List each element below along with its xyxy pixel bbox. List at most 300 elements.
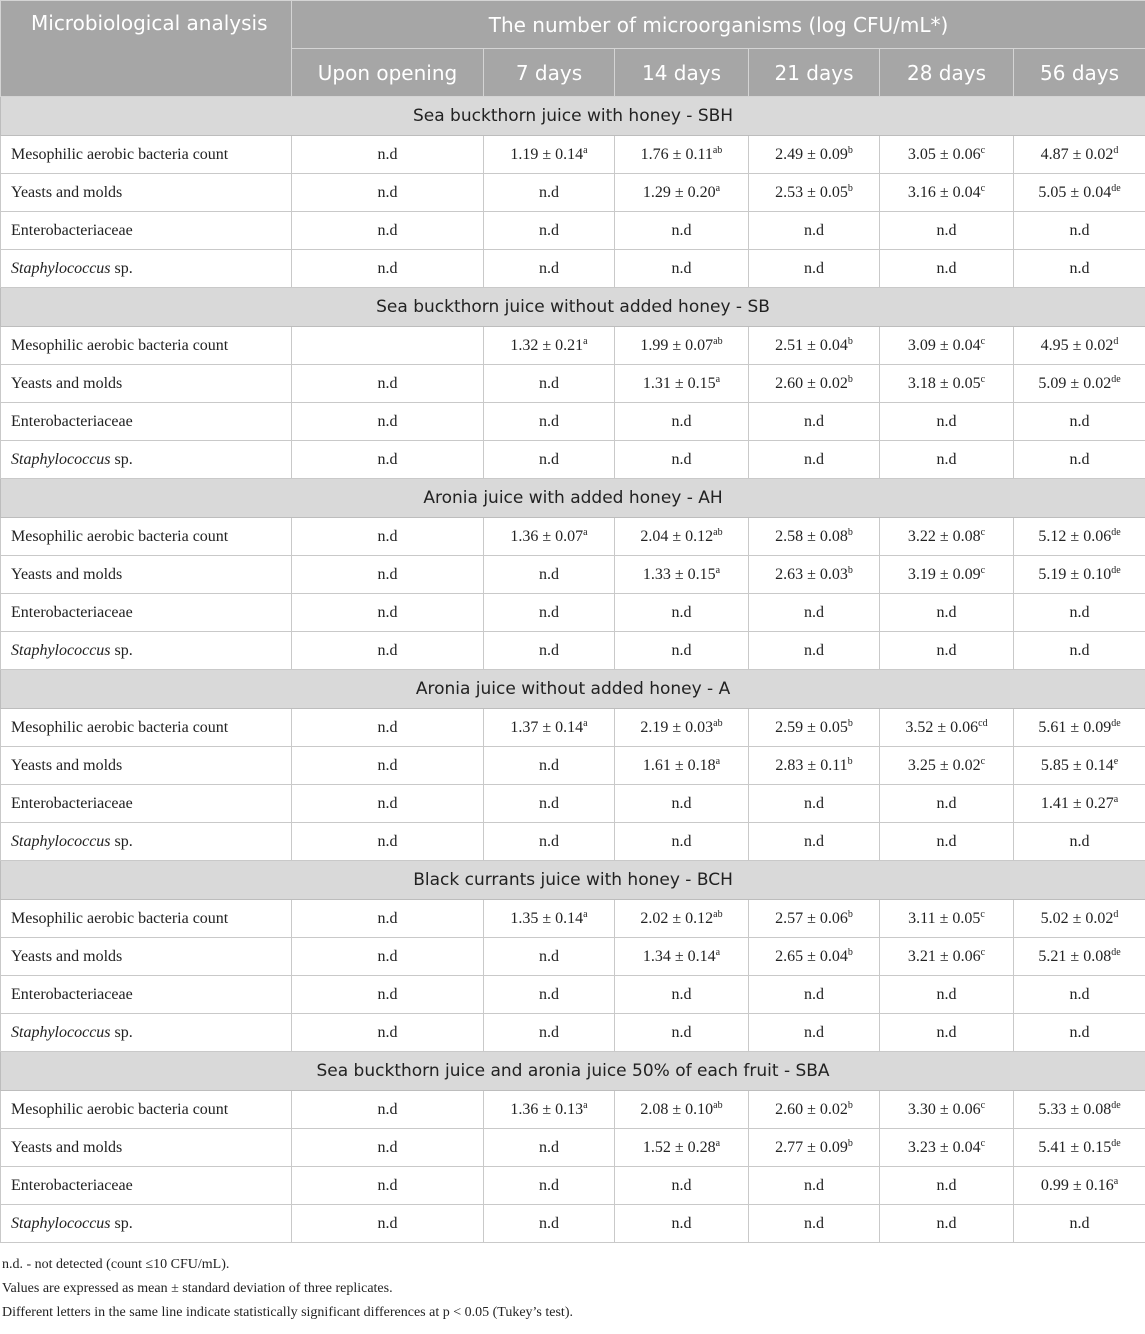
- table-cell: [292, 632, 484, 670]
- table-row: [1, 976, 1145, 1014]
- table-header: [1, 1, 1145, 97]
- table-cell: [880, 1167, 1014, 1205]
- cell-value: 2.83 ± 0.11: [775, 756, 848, 774]
- table-cell: [749, 1129, 880, 1167]
- table-cell: [880, 1014, 1014, 1052]
- significance-letter: d: [1113, 144, 1119, 156]
- cell-value: n.d: [377, 985, 398, 1003]
- cell-value: 1.32 ± 0.21: [510, 336, 584, 354]
- table-cell: [749, 1167, 880, 1205]
- significance-letter: de: [1111, 946, 1121, 958]
- cell-value: n.d: [671, 450, 692, 468]
- table-cell: [749, 403, 880, 441]
- table-cell: [292, 250, 484, 288]
- table-cell: [1014, 747, 1145, 785]
- row-label: [1, 518, 292, 556]
- table-cell: [484, 747, 615, 785]
- significance-letter: ab: [713, 335, 723, 347]
- cell-value: 2.49 ± 0.09: [775, 145, 848, 163]
- row-label-italic: Staphylococcus: [11, 641, 111, 659]
- significance-letter: c: [980, 908, 985, 920]
- row-label-text: sp.: [110, 1023, 133, 1041]
- table-row: [1, 327, 1145, 365]
- row-label-text: Mesophilic aerobic bacteria count: [11, 909, 229, 927]
- significance-letter: b: [847, 908, 853, 920]
- cell-value: n.d: [377, 756, 398, 774]
- cell-value: n.d: [377, 145, 398, 163]
- row-label: [1, 365, 292, 403]
- row-label: [1, 1129, 292, 1167]
- row-label-text: Mesophilic aerobic bacteria count: [11, 1100, 229, 1118]
- cell-value: 5.02 ± 0.02: [1040, 909, 1114, 927]
- row-label-text: Yeasts and molds: [11, 183, 123, 201]
- cell-value: n.d: [539, 641, 559, 659]
- table-cell: [484, 250, 615, 288]
- significance-letter: c: [980, 564, 986, 576]
- cell-value: 2.53 ± 0.05: [775, 183, 848, 201]
- cell-value: n.d: [377, 909, 398, 927]
- table-cell: [615, 1014, 749, 1052]
- cell-value: n.d: [539, 450, 559, 468]
- table-cell: [615, 976, 749, 1014]
- table-cell: [615, 747, 749, 785]
- cell-value: n.d: [936, 603, 957, 621]
- table-row: [1, 403, 1145, 441]
- significance-letter: c: [980, 373, 986, 385]
- row-label: [1, 1014, 292, 1052]
- table-cell: [484, 1205, 615, 1243]
- cell-value: n.d: [804, 641, 824, 659]
- table-cell: [484, 594, 615, 632]
- table-cell: [292, 518, 484, 556]
- row-label: [1, 709, 292, 747]
- cell-value: n.d: [804, 832, 824, 850]
- table-cell: [292, 1205, 484, 1243]
- table-cell: [292, 327, 484, 365]
- cell-value: 2.51 ± 0.04: [775, 336, 848, 354]
- table-cell: [749, 365, 880, 403]
- cell-value: n.d: [936, 221, 957, 239]
- table-cell: [749, 594, 880, 632]
- significance-letter: ab: [713, 1099, 723, 1111]
- cell-value: n.d: [377, 565, 398, 583]
- cell-value: n.d: [539, 565, 559, 583]
- table-cell: [484, 1014, 615, 1052]
- table-cell: [1014, 785, 1145, 823]
- table-cell: [880, 518, 1014, 556]
- row-label-text: Yeasts and molds: [11, 374, 123, 392]
- cell-value: n.d: [539, 1138, 559, 1156]
- table-cell: [292, 556, 484, 594]
- table-cell: [615, 1129, 749, 1167]
- column-header: 56 days: [1014, 49, 1145, 97]
- cell-value: n.d: [377, 374, 398, 392]
- significance-letter: d: [1113, 908, 1119, 920]
- row-label: [1, 250, 292, 288]
- cell-value: 3.52 ± 0.06: [905, 718, 979, 736]
- table-cell: [749, 1091, 880, 1129]
- table-cell: [1014, 212, 1145, 250]
- cell-value: n.d: [377, 718, 398, 736]
- significance-letter: a: [583, 335, 588, 347]
- table-cell: [484, 900, 615, 938]
- significance-letter: a: [583, 526, 588, 538]
- cell-value: 2.63 ± 0.03: [775, 565, 848, 583]
- cell-value: n.d: [377, 1023, 398, 1041]
- row-label-italic: Staphylococcus: [11, 450, 111, 468]
- table-cell: [615, 632, 749, 670]
- row-label: [1, 174, 292, 212]
- group-header: The number of microorganisms (log CFU/mL*): [292, 1, 1145, 49]
- cell-value: n.d: [377, 1214, 398, 1232]
- significance-letter: de: [1111, 182, 1121, 194]
- table-cell: [749, 938, 880, 976]
- significance-letter: b: [847, 144, 853, 156]
- table-cell: [880, 556, 1014, 594]
- cell-value: 1.76 ± 0.11: [640, 145, 713, 163]
- table-cell: [484, 1091, 615, 1129]
- cell-value: 1.36 ± 0.13: [510, 1100, 584, 1118]
- table-cell: [615, 1091, 749, 1129]
- cell-value: n.d: [936, 450, 957, 468]
- row-label-text: Enterobacteriaceae: [11, 1176, 133, 1194]
- table-cell: [484, 403, 615, 441]
- table-row: [1, 900, 1145, 938]
- cell-value: n.d: [377, 412, 398, 430]
- cell-value: 5.41 ± 0.15: [1038, 1138, 1112, 1156]
- row-label-text: Yeasts and molds: [11, 947, 123, 965]
- table-cell: [1014, 365, 1145, 403]
- cell-value: n.d: [377, 1100, 398, 1118]
- row-label-text: Mesophilic aerobic bacteria count: [11, 527, 229, 545]
- table-cell: [292, 136, 484, 174]
- table-row: [1, 1014, 1145, 1052]
- section-row: [1, 97, 1145, 136]
- table-cell: [484, 823, 615, 861]
- table-row: [1, 1129, 1145, 1167]
- table-cell: [615, 518, 749, 556]
- table-cell: [292, 823, 484, 861]
- table-cell: [749, 212, 880, 250]
- column-header: 14 days: [615, 49, 749, 97]
- table-row: [1, 250, 1145, 288]
- cell-value: 5.21 ± 0.08: [1038, 947, 1112, 965]
- table-cell: [484, 1167, 615, 1205]
- footnotes: [0, 1243, 1145, 1325]
- table-cell: [749, 174, 880, 212]
- cell-value: 1.31 ± 0.15: [642, 374, 716, 392]
- cell-value: n.d: [936, 1023, 957, 1041]
- cell-value: 3.25 ± 0.02: [907, 756, 981, 774]
- cell-value: n.d: [539, 183, 559, 201]
- table-cell: [484, 709, 615, 747]
- cell-value: 5.85 ± 0.14: [1040, 756, 1114, 774]
- table-cell: [880, 632, 1014, 670]
- significance-letter: b: [847, 1099, 853, 1111]
- table-row: [1, 632, 1145, 670]
- cell-value: n.d: [804, 794, 824, 812]
- cell-value: 5.61 ± 0.09: [1038, 718, 1112, 736]
- column-header: 7 days: [484, 49, 615, 97]
- table-cell: [292, 1014, 484, 1052]
- cell-value: 2.60 ± 0.02: [775, 1100, 848, 1118]
- table-cell: [292, 900, 484, 938]
- table-cell: [1014, 556, 1145, 594]
- cell-value: 5.09 ± 0.02: [1038, 374, 1112, 392]
- table-cell: [484, 136, 615, 174]
- table-cell: [1014, 938, 1145, 976]
- table-cell: [749, 785, 880, 823]
- row-label-text: Yeasts and molds: [11, 1138, 123, 1156]
- section-title: Sea buckthorn juice without added honey - SB: [1, 288, 1145, 327]
- cell-value: 3.19 ± 0.09: [907, 565, 981, 583]
- table-row: [1, 1091, 1145, 1129]
- table-cell: [880, 823, 1014, 861]
- table-cell: [880, 594, 1014, 632]
- column-header: Upon opening: [292, 49, 484, 97]
- table-cell: [1014, 1091, 1145, 1129]
- table-cell: [880, 785, 1014, 823]
- table-cell: [880, 365, 1014, 403]
- footnote: n.d. - not detected (count ≤10 CFU/mL).: [2, 1257, 230, 1272]
- significance-letter: de: [1111, 564, 1121, 576]
- table-cell: [1014, 900, 1145, 938]
- table-cell: [1014, 976, 1145, 1014]
- cell-value: 2.58 ± 0.08: [775, 527, 848, 545]
- cell-value: n.d: [671, 603, 692, 621]
- significance-letter: a: [715, 564, 721, 576]
- table-cell: [880, 709, 1014, 747]
- row-label: [1, 785, 292, 823]
- cell-value: n.d: [377, 1176, 398, 1194]
- cell-value: n.d: [671, 1214, 692, 1232]
- row-label-text: Enterobacteriaceae: [11, 985, 133, 1003]
- significance-letter: ab: [713, 908, 723, 920]
- cell-value: 3.23 ± 0.04: [907, 1138, 981, 1156]
- table-cell: [880, 747, 1014, 785]
- footnote: Values are expressed as mean ± standard deviation of three replicates.: [2, 1281, 393, 1296]
- row-label-text: sp.: [110, 450, 133, 468]
- table-cell: [749, 327, 880, 365]
- cell-value: n.d: [377, 832, 398, 850]
- table-row: [1, 709, 1145, 747]
- row-label: [1, 938, 292, 976]
- table-cell: [484, 976, 615, 1014]
- cell-value: 1.99 ± 0.07: [640, 336, 714, 354]
- significance-letter: a: [715, 946, 721, 958]
- footnote: Different letters in the same line indicate statistically significant differences at p < 0.05 (Tukey’s test).: [2, 1305, 573, 1320]
- row-label-text: Enterobacteriaceae: [11, 221, 133, 239]
- table-cell: [1014, 709, 1145, 747]
- cell-value: n.d: [1069, 985, 1090, 1003]
- cell-value: n.d: [671, 259, 692, 277]
- table-cell: [1014, 136, 1145, 174]
- cell-value: n.d: [377, 603, 398, 621]
- table-cell: [1014, 1014, 1145, 1052]
- significance-letter: d: [1113, 335, 1119, 347]
- cell-value: n.d: [539, 603, 559, 621]
- table-cell: [880, 441, 1014, 479]
- cell-value: n.d: [804, 259, 824, 277]
- table-cell: [292, 1091, 484, 1129]
- cell-value: 3.16 ± 0.04: [907, 183, 981, 201]
- cell-value: 3.30 ± 0.06: [907, 1100, 981, 1118]
- cell-value: 1.52 ± 0.28: [642, 1138, 716, 1156]
- cell-value: 1.34 ± 0.14: [642, 947, 716, 965]
- row-label-italic: Staphylococcus: [11, 1023, 111, 1041]
- cell-value: 0.99 ± 0.16: [1040, 1176, 1114, 1194]
- cell-value: 2.19 ± 0.03: [640, 718, 714, 736]
- cell-value: 1.29 ± 0.20: [642, 183, 716, 201]
- cell-value: n.d: [936, 412, 957, 430]
- cell-value: n.d: [1069, 450, 1090, 468]
- table-cell: [484, 556, 615, 594]
- section-title: Sea buckthorn juice with honey - SBH: [1, 97, 1145, 136]
- cell-value: n.d: [1069, 1023, 1090, 1041]
- row-label-text: Enterobacteriaceae: [11, 603, 133, 621]
- cell-value: 2.04 ± 0.12: [640, 527, 714, 545]
- table-cell: [749, 747, 880, 785]
- cell-value: n.d: [936, 1214, 957, 1232]
- table-cell: [615, 174, 749, 212]
- table-cell: [615, 250, 749, 288]
- table-cell: [484, 785, 615, 823]
- row-label-text: Mesophilic aerobic bacteria count: [11, 336, 229, 354]
- cell-value: n.d: [539, 221, 559, 239]
- cell-value: 1.36 ± 0.07: [510, 527, 584, 545]
- row-label-text: Mesophilic aerobic bacteria count: [11, 145, 229, 163]
- cell-value: 2.08 ± 0.10: [640, 1100, 714, 1118]
- significance-letter: ab: [713, 526, 723, 538]
- cell-value: n.d: [671, 985, 692, 1003]
- significance-letter: cd: [978, 717, 988, 729]
- cell-value: n.d: [539, 756, 559, 774]
- significance-letter: b: [847, 182, 853, 194]
- table-row: [1, 441, 1145, 479]
- cell-value: 4.87 ± 0.02: [1040, 145, 1114, 163]
- row-label: [1, 1091, 292, 1129]
- column-header: 28 days: [880, 49, 1014, 97]
- significance-letter: a: [583, 908, 588, 920]
- row-label: [1, 747, 292, 785]
- row-label: [1, 212, 292, 250]
- cell-value: 3.09 ± 0.04: [907, 336, 981, 354]
- cell-value: n.d: [1069, 832, 1090, 850]
- table-cell: [484, 518, 615, 556]
- cell-value: n.d: [377, 183, 398, 201]
- cell-value: 1.35 ± 0.14: [510, 909, 584, 927]
- table-cell: [292, 747, 484, 785]
- table-cell: [484, 174, 615, 212]
- row-label: [1, 1205, 292, 1243]
- row-label: [1, 594, 292, 632]
- cell-value: n.d: [539, 374, 559, 392]
- significance-letter: b: [847, 717, 853, 729]
- table-body: [1, 97, 1145, 1243]
- significance-letter: c: [980, 1137, 986, 1149]
- row-label: [1, 900, 292, 938]
- table-cell: [749, 976, 880, 1014]
- cell-value: 5.33 ± 0.08: [1038, 1100, 1112, 1118]
- table-cell: [292, 938, 484, 976]
- cell-value: n.d: [539, 412, 559, 430]
- table-row: [1, 365, 1145, 403]
- table-cell: [1014, 632, 1145, 670]
- cell-value: n.d: [804, 412, 824, 430]
- table-row: [1, 212, 1145, 250]
- row-label-text: Yeasts and molds: [11, 565, 123, 583]
- table-cell: [615, 823, 749, 861]
- row-label: [1, 441, 292, 479]
- cell-value: n.d: [936, 1176, 957, 1194]
- cell-value: 2.02 ± 0.12: [640, 909, 714, 927]
- table-cell: [880, 212, 1014, 250]
- cell-value: 1.33 ± 0.15: [642, 565, 716, 583]
- table-cell: [880, 938, 1014, 976]
- cell-value: n.d: [671, 412, 692, 430]
- section-row: [1, 288, 1145, 327]
- table-cell: [880, 403, 1014, 441]
- significance-letter: a: [1113, 1175, 1119, 1187]
- table-cell: [292, 785, 484, 823]
- table-cell: [880, 174, 1014, 212]
- table-cell: [1014, 518, 1145, 556]
- row-label-text: sp.: [110, 1214, 133, 1232]
- cell-value: n.d: [936, 794, 957, 812]
- significance-letter: de: [1111, 373, 1121, 385]
- section-title: Aronia juice with added honey - AH: [1, 479, 1145, 518]
- cell-value: n.d: [804, 603, 824, 621]
- cell-value: n.d: [539, 985, 559, 1003]
- table-row: [1, 594, 1145, 632]
- cell-value: n.d: [377, 259, 398, 277]
- cell-value: n.d: [1069, 641, 1090, 659]
- table-cell: [1014, 1205, 1145, 1243]
- table-cell: [484, 1129, 615, 1167]
- table-cell: [484, 365, 615, 403]
- cell-value: n.d: [1069, 259, 1090, 277]
- table-row: [1, 518, 1145, 556]
- table-cell: [880, 900, 1014, 938]
- table-cell: [1014, 327, 1145, 365]
- significance-letter: c: [980, 755, 986, 767]
- cell-value: n.d: [804, 1176, 824, 1194]
- table-cell: [484, 632, 615, 670]
- table-cell: [292, 1167, 484, 1205]
- table-cell: [749, 900, 880, 938]
- significance-letter: de: [1111, 1137, 1121, 1149]
- table-cell: [1014, 250, 1145, 288]
- row-label-text: Enterobacteriaceae: [11, 412, 133, 430]
- section-title: Aronia juice without added honey - A: [1, 670, 1145, 709]
- cell-value: 2.60 ± 0.02: [775, 374, 848, 392]
- table-cell: [1014, 403, 1145, 441]
- table-cell: [615, 1205, 749, 1243]
- cell-value: n.d: [377, 794, 398, 812]
- table-cell: [292, 174, 484, 212]
- table-cell: [292, 1129, 484, 1167]
- table-cell: [615, 441, 749, 479]
- table-cell: [749, 250, 880, 288]
- significance-letter: b: [847, 946, 853, 958]
- significance-letter: a: [715, 755, 721, 767]
- table-cell: [749, 632, 880, 670]
- row-label: [1, 403, 292, 441]
- cell-value: n.d: [539, 259, 559, 277]
- table-cell: [749, 1205, 880, 1243]
- section-title: Black currants juice with honey - BCH: [1, 861, 1145, 900]
- significance-letter: a: [583, 144, 588, 156]
